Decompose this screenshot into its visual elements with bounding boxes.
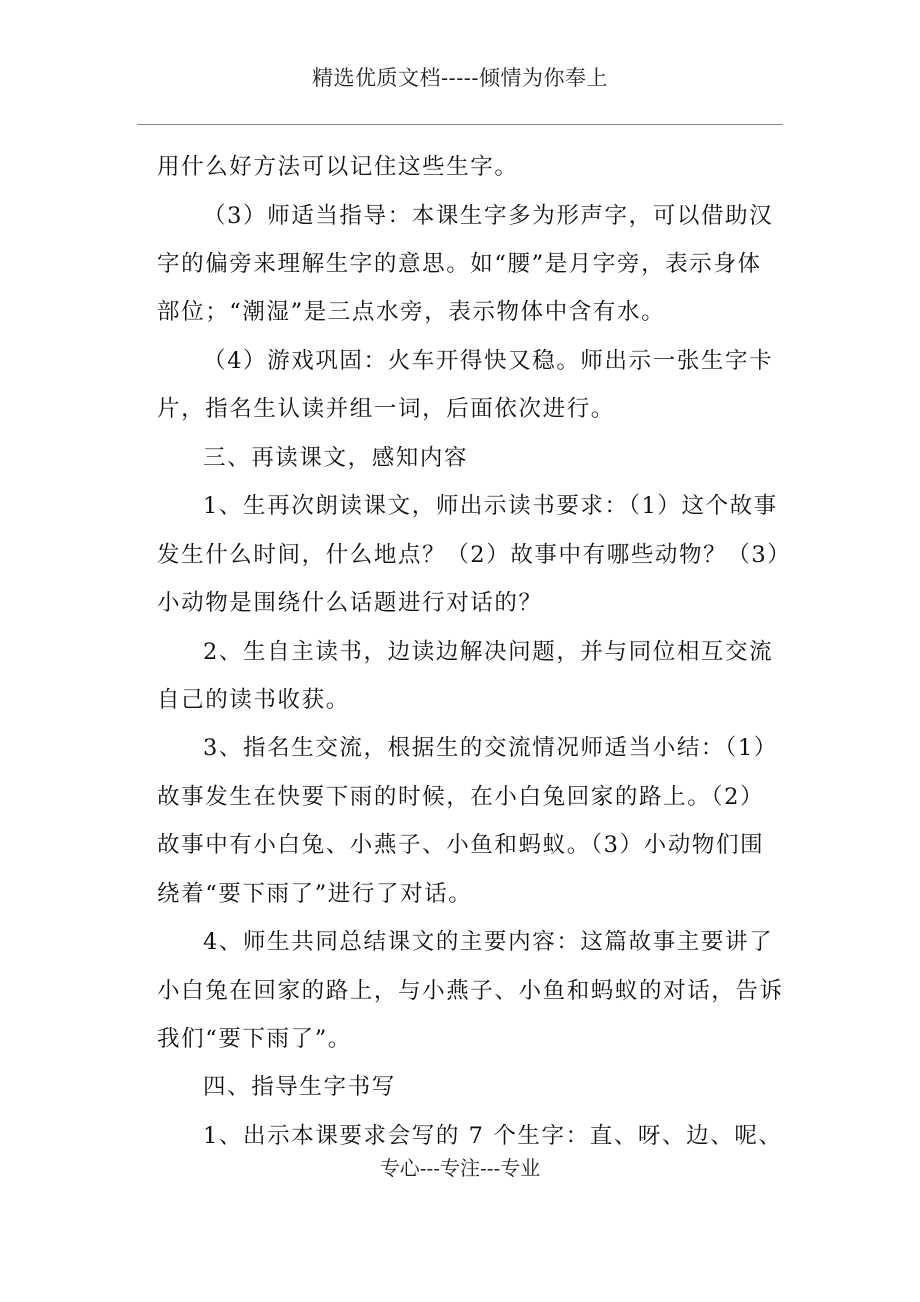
body-line: 小白兔在回家的路上，与小燕子、小鱼和蚂蚁的对话，告诉	[157, 978, 784, 1004]
body-line: 4、师生共同总结课文的主要内容：这篇故事主要讲了	[203, 929, 774, 955]
page-footer: 专心---专注---专业	[379, 1156, 541, 1180]
body-line: 绕着“要下雨了”进行了对话。	[157, 881, 473, 907]
body-line: 小动物是围绕什么话题进行对话的？	[157, 590, 543, 616]
body-line: 片，指名生认读并组一词，后面依次进行。	[157, 396, 615, 422]
body-line: 部位；“潮湿”是三点水旁，表示物体中含有水。	[157, 299, 666, 325]
body-line: 1、生再次朗读课文，师出示读书要求：（1）这个故事	[203, 493, 778, 519]
header-divider	[137, 124, 783, 125]
body-line: 3、指名生交流，根据生的交流情况师适当小结：（1）	[203, 735, 778, 761]
body-line: 用什么好方法可以记住这些生字。	[157, 154, 519, 180]
page-header: 精选优质文档-----倾情为你奉上	[312, 66, 608, 90]
body-line: 故事发生在快要下雨的时候，在小白兔回家的路上。（2）	[157, 784, 765, 810]
section-heading: 四、指导生字书写	[203, 1074, 396, 1100]
body-line: 故事中有小白兔、小燕子、小鱼和蚂蚁。（3）小动物们围	[157, 832, 765, 858]
body-line: 自己的读书收获。	[157, 687, 350, 713]
body-line: 发生什么时间，什么地点？（2）故事中有哪些动物？（3）	[157, 542, 792, 568]
body-line: 字的偏旁来理解生字的意思。如“腰”是月字旁，表示身体	[157, 251, 762, 277]
body-line: 我们“要下雨了”。	[157, 1026, 352, 1052]
body-line: （4）游戏巩固：火车开得快又稳。师出示一张生字卡	[203, 348, 774, 374]
body-line: 1、出示本课要求会写的 7 个生字：直、呀、边、呢、	[203, 1123, 783, 1149]
body-line: （3）师适当指导：本课生字多为形声字，可以借助汉	[203, 203, 774, 229]
section-heading: 三、再读课文，感知内容	[203, 445, 469, 471]
body-line: 2、生自主读书，边读边解决问题，并与同位相互交流	[203, 639, 774, 665]
